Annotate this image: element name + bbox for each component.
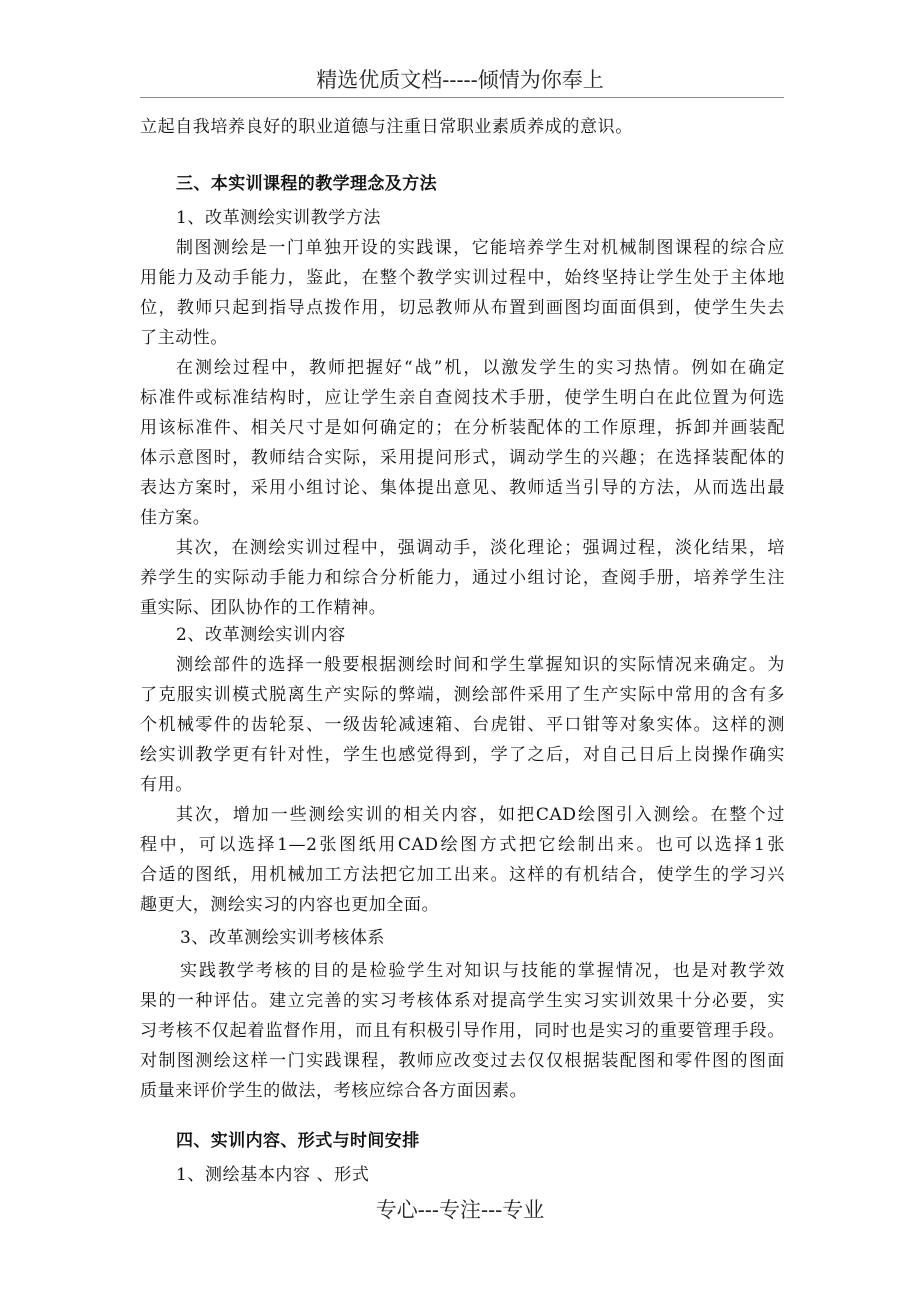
paragraph-line: 制图测绘是一门单独开设的实践课，它能培养学生对机械制图课程的综合应	[176, 238, 785, 258]
paragraph-line: 养学生的实际动手能力和综合分析能力，通过小组讨论，查阅手册，培养学生注	[140, 568, 785, 588]
paragraph-line: 其次，在测绘实训过程中，强调动手，淡化理论；强调过程，淡化结果，培	[176, 538, 785, 558]
paragraph-line: 果的一种评估。建立完善的实习考核体系对提高学生实习实训效果十分必要，实	[140, 991, 785, 1011]
paragraph-line: 合适的图纸，用机械加工方法把它加工出来。这样的有机结合，使学生的学习兴	[140, 865, 785, 885]
header-divider	[140, 97, 784, 98]
section-heading-3: 三、本实训课程的教学理念及方法	[176, 174, 437, 194]
subsection-heading-3-1: 1、改革测绘实训教学方法	[176, 208, 382, 228]
paragraph-line: 质量来评价学生的做法，考核应综合各方面因素。	[140, 1081, 528, 1101]
paragraph-line: 习考核不仅起着监督作用，而且有积极引导作用，同时也是实习的重要管理手段。	[140, 1021, 785, 1041]
paragraph-line: 绘实训教学更有针对性，学生也感觉得到，学了之后，对自己日后上岗操作确实	[140, 745, 785, 765]
paragraph-line: 位，教师只起到指导点拨作用，切忌教师从布置到画图均面面俱到，使学生失去	[140, 298, 785, 318]
paragraph-line: 了克服实训模式脱离生产实际的弊端，测绘部件采用了生产实际中常用的含有多	[140, 685, 785, 705]
subsection-heading-4-1: 1、测绘基本内容 、形式	[176, 1165, 370, 1185]
subsection-heading-3-3: 3、改革测绘实训考核体系	[180, 928, 386, 948]
subsection-heading-3-2: 2、改革测绘实训内容	[176, 625, 346, 645]
paragraph-line: 用该标准件、相关尺寸是如何确定的；在分析装配体的工作原理，拆卸并画装配	[140, 418, 785, 438]
paragraph-line: 个机械零件的齿轮泵、一级齿轮减速箱、台虎钳、平口钳等对象实体。这样的测	[140, 715, 785, 735]
paragraph-line: 用能力及动手能力，鉴此，在整个教学实训过程中，始终坚持让学生处于主体地	[140, 268, 785, 288]
paragraph-line: 在测绘过程中，教师把握好“战”机，以激发学生的实习热情。例如在确定	[176, 358, 785, 378]
paragraph-line: 了主动性。	[140, 328, 228, 348]
paragraph-line: 表达方案时，采用小组讨论、集体提出意见、教师适当引导的方法，从而选出最	[140, 478, 785, 498]
paragraph-line: 立起自我培养良好的职业道德与注重日常职业素质养成的意识。	[140, 117, 633, 137]
paragraph-line: 对制图测绘这样一门实践课程，教师应改变过去仅仅根据装配图和零件图的图面	[140, 1051, 785, 1071]
paragraph-line: 有用。	[140, 775, 193, 795]
page-footer: 专心---专注---专业	[375, 1198, 545, 1222]
paragraph-line: 程中，可以选择1—2张图纸用CAD绘图方式把它绘制出来。也可以选择1张	[140, 835, 785, 855]
section-heading-4: 四、实训内容、形式与时间安排	[176, 1131, 420, 1151]
paragraph-line: 测绘部件的选择一般要根据测绘时间和学生掌握知识的实际情况来确定。为	[176, 655, 785, 675]
paragraph-line: 实践教学考核的目的是检验学生对知识与技能的掌握情况，也是对教学效	[180, 961, 785, 981]
paragraph-line: 佳方案。	[140, 508, 211, 528]
page-header: 精选优质文档-----倾情为你奉上	[316, 68, 604, 92]
paragraph-line: 体示意图时，教师结合实际，采用提问形式，调动学生的兴趣；在选择装配体的	[140, 448, 785, 468]
paragraph-line: 重实际、团队协作的工作精神。	[140, 598, 387, 618]
paragraph-line: 趣更大，测绘实习的内容也更加全面。	[140, 895, 440, 915]
paragraph-line: 其次，增加一些测绘实训的相关内容，如把CAD绘图引入测绘。在整个过	[176, 805, 785, 825]
paragraph-line: 标准件或标准结构时，应让学生亲自查阅技术手册，使学生明白在此位置为何选	[140, 388, 785, 408]
